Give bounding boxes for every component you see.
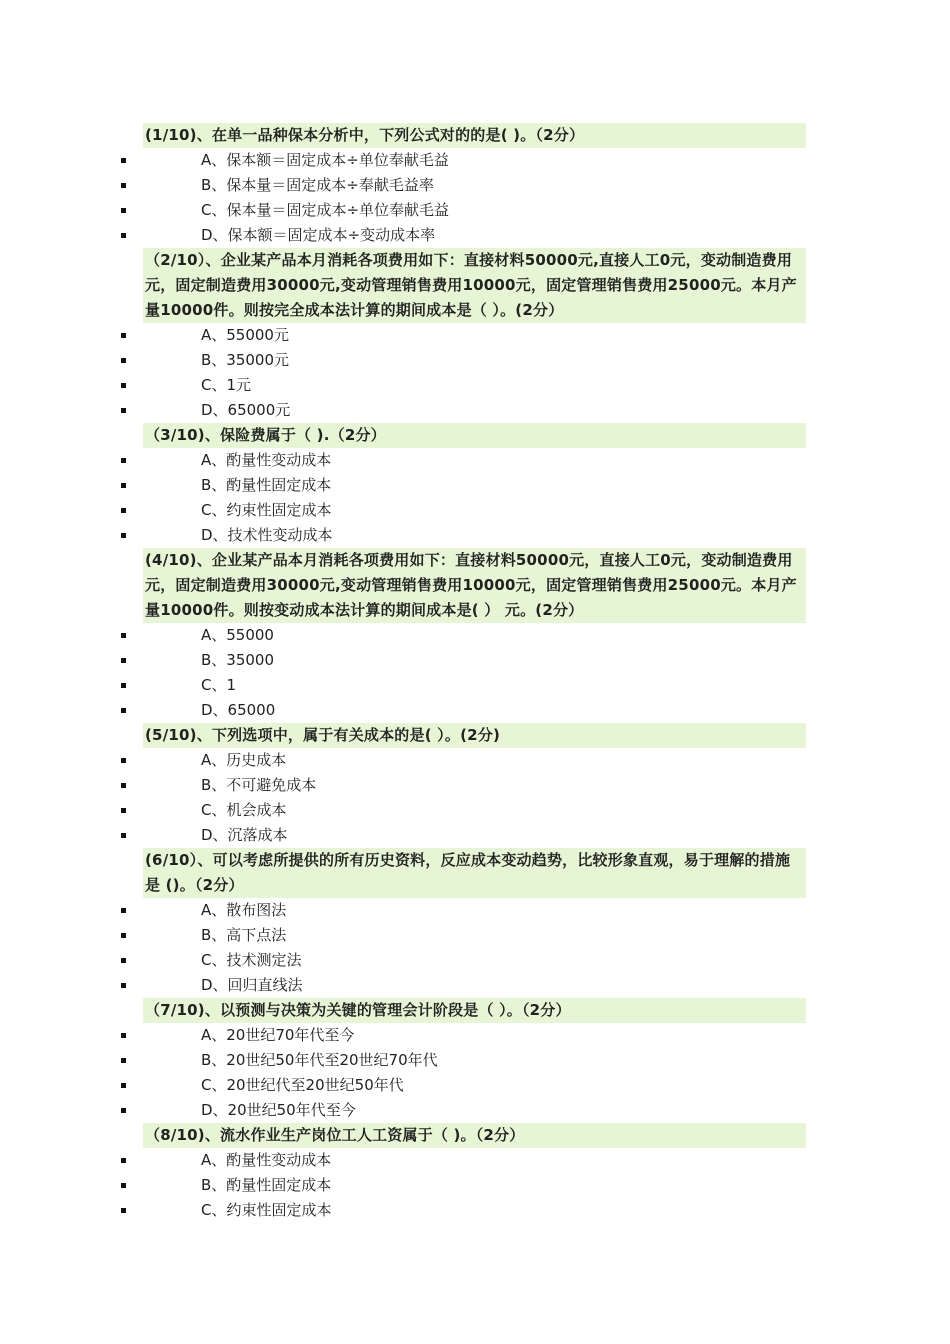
bullet-icon: [121, 1058, 126, 1063]
option-text: C、约束性固定成本: [201, 501, 332, 519]
question-text: （7/10)、以预测与决策为关键的管理会计阶段是（ ）。（2分）: [143, 998, 806, 1023]
option-text: A、55000元: [201, 326, 289, 344]
option-text: C、20世纪代至20世纪50年代: [201, 1076, 404, 1094]
option-text: C、机会成本: [201, 801, 287, 819]
option-item: [0, 1198, 950, 1223]
question-text: (4/10)、企业某产品本月消耗各项费用如下：直接材料50000元，直接人工0元，变动制造费用元，固定制造费用30000元,变动管理销售费用10000元，固定管理销售费用25000元。本月产量10000件。则按变动成本法计算的期间成本是( ） 元。(2分）: [143, 548, 806, 623]
bullet-icon: [121, 1033, 126, 1038]
option-text: A、散布图法: [201, 901, 287, 919]
option-item: [0, 748, 950, 773]
option-item: [0, 823, 950, 848]
bullet-icon: [121, 683, 126, 688]
option-item: [0, 473, 950, 498]
option-item: [0, 898, 950, 923]
question-block: [0, 548, 950, 723]
option-text: C、保本量＝固定成本÷单位奉献毛益: [201, 201, 450, 219]
option-item: [0, 148, 950, 173]
bullet-icon: [121, 158, 126, 163]
bullet-icon: [121, 983, 126, 988]
option-text: D、技术性变动成本: [201, 526, 333, 544]
option-text: B、35000元: [201, 351, 290, 369]
option-item: [0, 673, 950, 698]
question-block: [0, 248, 950, 423]
option-text: A、20世纪70年代至今: [201, 1026, 355, 1044]
option-item: [0, 648, 950, 673]
bullet-icon: [121, 1158, 126, 1163]
option-item: [0, 323, 950, 348]
bullet-icon: [121, 1083, 126, 1088]
question-block: [0, 1123, 950, 1223]
option-text: D、回归直线法: [201, 976, 303, 994]
option-text: A、酌量性变动成本: [201, 451, 332, 469]
option-item: [0, 1073, 950, 1098]
option-item: [0, 398, 950, 423]
option-item: [0, 798, 950, 823]
option-text: D、20世纪50年代至今: [201, 1101, 356, 1119]
option-text: A、历史成本: [201, 751, 287, 769]
option-item: [0, 1148, 950, 1173]
bullet-icon: [121, 808, 126, 813]
bullet-icon: [121, 458, 126, 463]
option-item: [0, 498, 950, 523]
bullet-icon: [121, 833, 126, 838]
bullet-icon: [121, 633, 126, 638]
question-text: (1/10)、在单一品种保本分析中，下列公式对的的是( )。（2分）: [143, 123, 806, 148]
option-item: [0, 948, 950, 973]
option-text: C、1元: [201, 376, 252, 394]
bullet-icon: [121, 658, 126, 663]
option-item: [0, 223, 950, 248]
option-item: [0, 348, 950, 373]
question-block: [0, 423, 950, 548]
option-text: D、65000元: [201, 401, 291, 419]
option-text: A、55000: [201, 626, 274, 644]
option-item: [0, 373, 950, 398]
bullet-icon: [121, 783, 126, 788]
option-item: [0, 1048, 950, 1073]
option-item: [0, 523, 950, 548]
bullet-icon: [121, 408, 126, 413]
bullet-icon: [121, 383, 126, 388]
option-text: C、技术测定法: [201, 951, 302, 969]
option-text: B、不可避免成本: [201, 776, 317, 794]
option-item: [0, 923, 950, 948]
option-text: B、35000: [201, 651, 275, 669]
bullet-icon: [121, 908, 126, 913]
option-text: B、高下点法: [201, 926, 287, 944]
option-text: B、保本量＝固定成本÷奉献毛益率: [201, 176, 434, 194]
bullet-icon: [121, 183, 126, 188]
bullet-icon: [121, 708, 126, 713]
option-item: [0, 973, 950, 998]
option-text: A、保本额＝固定成本÷单位奉献毛益: [201, 151, 449, 169]
option-text: B、酌量性固定成本: [201, 476, 332, 494]
bullet-icon: [121, 958, 126, 963]
bullet-icon: [121, 508, 126, 513]
bullet-icon: [121, 483, 126, 488]
question-text: （3/10)、保险费属于（ ).（2分）: [143, 423, 806, 448]
question-text: （8/10)、流水作业生产岗位工人工资属于（ )。（2分）: [143, 1123, 806, 1148]
option-item: [0, 623, 950, 648]
option-item: [0, 198, 950, 223]
option-item: [0, 773, 950, 798]
option-text: D、65000: [201, 701, 276, 719]
question-block: [0, 998, 950, 1123]
option-item: [0, 173, 950, 198]
bullet-icon: [121, 933, 126, 938]
bullet-icon: [121, 233, 126, 238]
bullet-icon: [121, 333, 126, 338]
option-text: D、沉落成本: [201, 826, 288, 844]
question-block: [0, 723, 950, 848]
bullet-icon: [121, 1108, 126, 1113]
option-item: [0, 448, 950, 473]
document-body: [0, 123, 950, 1223]
option-text: B、20世纪50年代至20世纪70年代: [201, 1051, 438, 1069]
bullet-icon: [121, 1208, 126, 1213]
bullet-icon: [121, 533, 126, 538]
option-text: D、保本额＝固定成本÷变动成本率: [201, 226, 436, 244]
option-item: [0, 1023, 950, 1048]
bullet-icon: [121, 758, 126, 763]
option-text: B、酌量性固定成本: [201, 1176, 332, 1194]
question-text: (5/10)、下列选项中，属于有关成本的是( ）。(2分): [143, 723, 806, 748]
option-text: C、约束性固定成本: [201, 1201, 332, 1219]
option-item: [0, 698, 950, 723]
question-block: [0, 123, 950, 248]
option-text: C、1: [201, 676, 237, 694]
option-text: A、酌量性变动成本: [201, 1151, 332, 1169]
bullet-icon: [121, 358, 126, 363]
question-block: [0, 848, 950, 998]
bullet-icon: [121, 208, 126, 213]
question-text: (6/10）、可以考虑所提供的所有历史资料，反应成本变动趋势，比较形象直观，易于理解的措施是 ()。（2分）: [143, 848, 806, 898]
question-text: （2/10）、企业某产品本月消耗各项费用如下：直接材料50000元,直接人工0元，变动制造费用元，固定制造费用30000元,变动管理销售费用10000元，固定管理销售费用25000元。本月产量10000件。则按完全成本法计算的期间成本是（ ）。(2分）: [143, 248, 806, 323]
option-item: [0, 1173, 950, 1198]
option-item: [0, 1098, 950, 1123]
bullet-icon: [121, 1183, 126, 1188]
